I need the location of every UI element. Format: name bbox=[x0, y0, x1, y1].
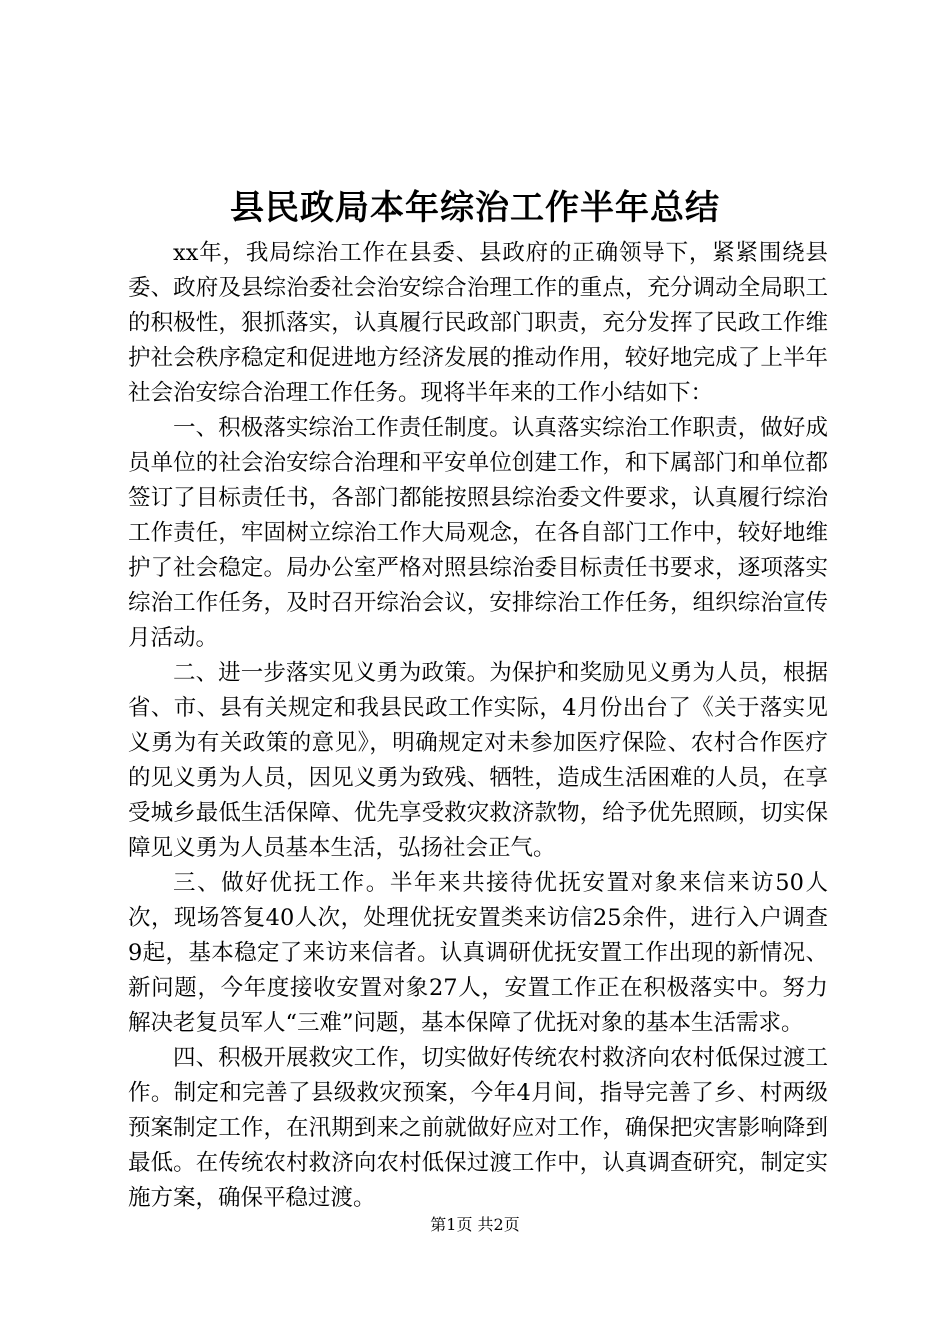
document-body bbox=[128, 236, 828, 1216]
paragraph-intro: xx年，我局综治工作在县委、县政府的正确领导下，紧紧围绕县委、政府及县综治委社会治安综合治理工作的重点，充分调动全局职工的积极性，狠抓落实，认真履行民政部门职责，充分发挥了民政工作维护社会秩序稳定和促进地方经济发展的推动作用，较好地完成了上半年社会治安综合治理工作任务。现将半年来的工作小结如下： bbox=[128, 240, 828, 406]
paragraph-section-1: 一、积极落实综治工作责任制度。认真落实综治工作职责，做好成员单位的社会治安综合治理和平安单位创建工作，和下属部门和单位都签订了目标责任书，各部门都能按照县综治委文件要求，认真履行综治工作责任，牢固树立综治工作大局观念，在各自部门工作中，较好地维护了社会稳定。局办公室严格对照县综治委目标责任书要求，逐项落实综治工作任务，及时召开综治会议，安排综治工作任务，组织综治宣传月活动。 bbox=[128, 415, 828, 651]
paragraph-section-4: 四、积极开展救灾工作，切实做好传统农村救济向农村低保过渡工作。制定和完善了县级救灾预案，今年4月间，指导完善了乡、村两级预案制定工作，在汛期到来之前就做好应对工作，确保把灾害影响降到最低。在传统农村救济向农村低保过渡工作中，认真调查研究，制定实施方案，确保平稳过渡。 bbox=[128, 1045, 828, 1211]
paragraph-section-2: 二、进一步落实见义勇为政策。为保护和奖励见义勇为人员，根据省、市、县有关规定和我县民政工作实际，4月份出台了《关于落实见义勇为有关政策的意见》，明确规定对未参加医疗保险、农村合作医疗的见义勇为人员，因见义勇为致残、牺牲，造成生活困难的人员，在享受城乡最低生活保障、优先享受救灾救济款物，给予优先照顾，切实保障见义勇为人员基本生活，弘扬社会正气。 bbox=[128, 660, 828, 861]
paragraph-section-3: 三、做好优抚工作。半年来共接待优抚安置对象来信来访50人次，现场答复40人次，处理优抚安置类来访信25余件，进行入户调查9起，基本稳定了来访来信者。认真调研优抚安置工作出现的新情况、新问题，今年度接收安置对象27人，安置工作正在积极落实中。努力解决老复员军人“三难”问题，基本保障了优抚对象的基本生活需求。 bbox=[128, 870, 828, 1036]
page-number-footer: 第1页 共2页 bbox=[430, 1215, 520, 1234]
document-title: 县民政局本年综治工作半年总结 bbox=[230, 188, 720, 228]
